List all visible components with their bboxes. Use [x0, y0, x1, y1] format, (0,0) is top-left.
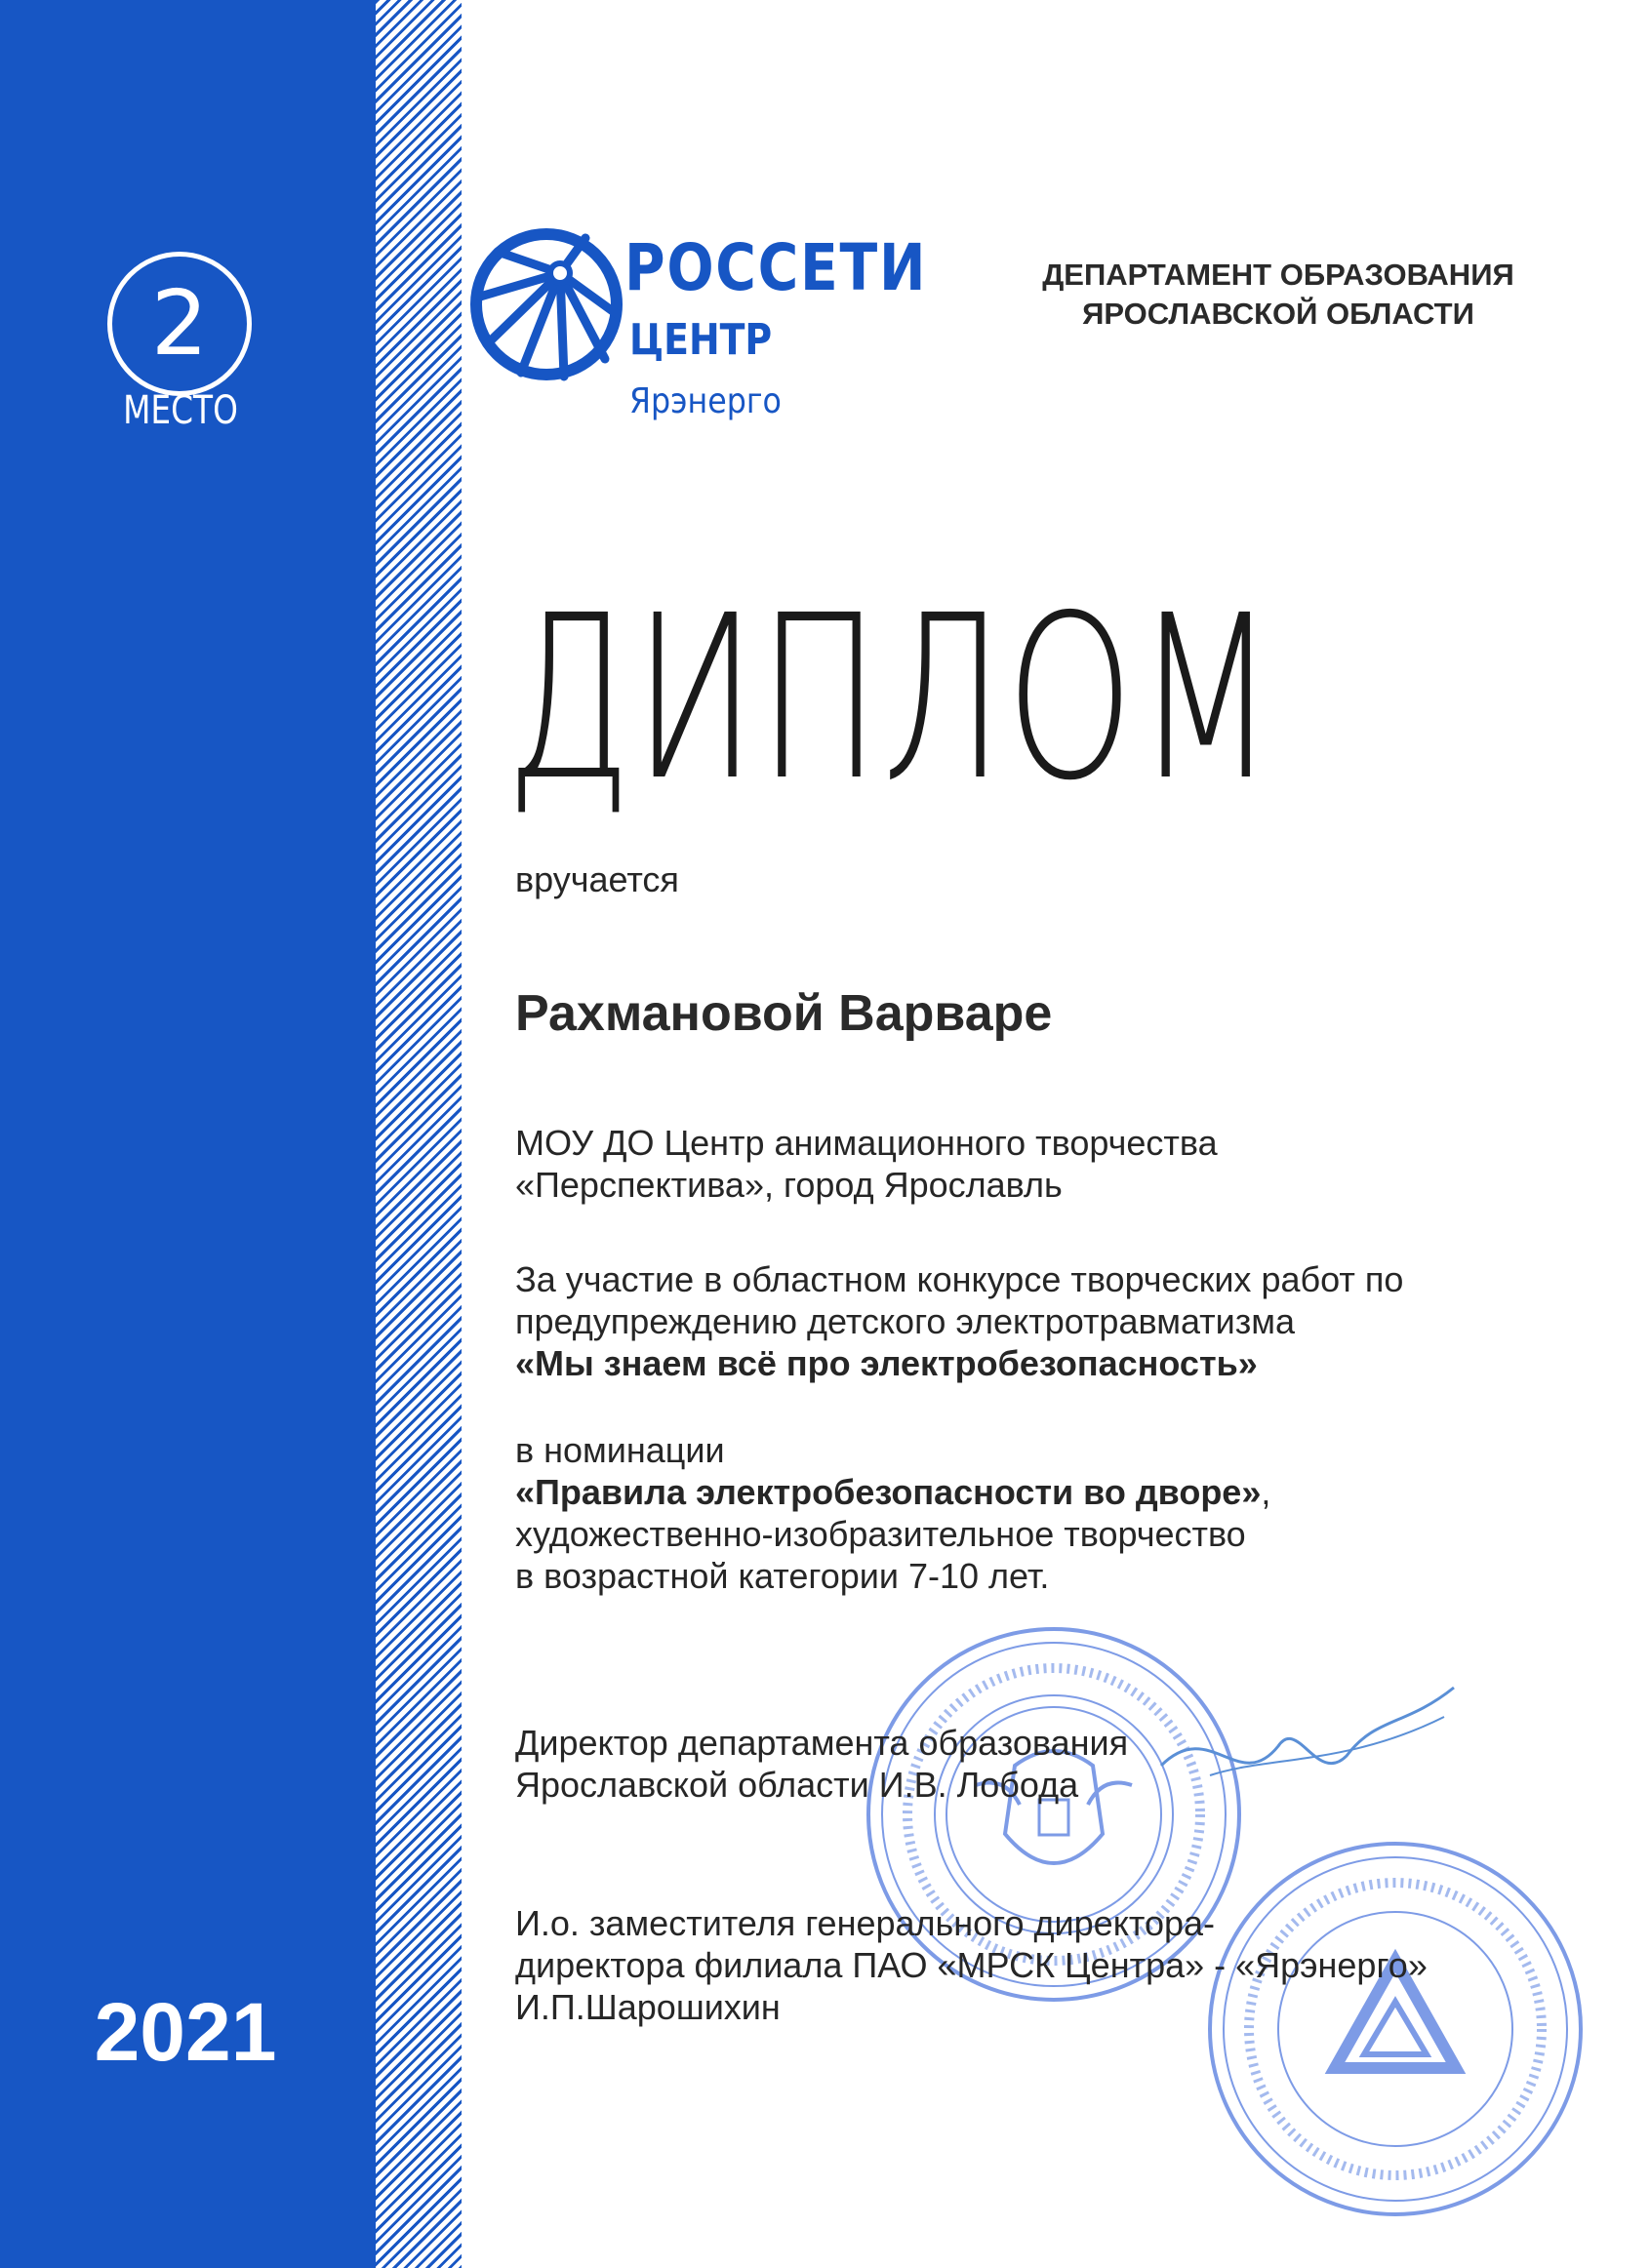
nomination-block: [515, 1429, 1270, 1597]
striped-border: [376, 0, 462, 2268]
logo-subtitle: ЦЕНТР: [629, 315, 773, 365]
nomination-suffix: ,: [1261, 1472, 1271, 1512]
nomination-line: художественно-изобразительное творчество: [515, 1514, 1246, 1554]
signatory-line: Ярославской области И.В. Лобода: [515, 1765, 1079, 1805]
department-line: ЯРОСЛАВСКОЙ ОБЛАСТИ: [1082, 297, 1474, 331]
signatory-2: [515, 1902, 1428, 2028]
institution-line: МОУ ДО Центр анимационного творчества: [515, 1123, 1218, 1163]
place-number-badge: [107, 252, 252, 396]
place-label: МЕСТО: [123, 388, 238, 433]
signatory-line: И.П.Шарошихин: [515, 1987, 781, 2027]
signatory-line: директора филиала ПАО «МРСК Центра» - «Ярэнерго»: [515, 1945, 1428, 1985]
document-title: ДИПЛОМ: [505, 567, 1278, 830]
department-header: [1005, 256, 1551, 334]
awarded-label: вручается: [515, 859, 679, 899]
contest-block: [515, 1258, 1403, 1384]
signature-icon: [1151, 1658, 1464, 1814]
institution-line: «Перспектива», город Ярославль: [515, 1165, 1063, 1205]
nomination-name: «Правила электробезопасности во дворе»: [515, 1472, 1262, 1512]
institution-block: [515, 1122, 1218, 1206]
department-line: ДЕПАРТАМЕНТ ОБРАЗОВАНИЯ: [1042, 258, 1514, 292]
signatory-1: [515, 1722, 1128, 1806]
contest-line: предупреждению детского электротравматизма: [515, 1301, 1296, 1341]
signatory-line: И.о. заместителя генерального директора-: [515, 1903, 1215, 1943]
nomination-line: в номинации: [515, 1430, 725, 1470]
company-seal-icon: [1200, 1834, 1590, 2224]
nomination-line: в возрастной категории 7-10 лет.: [515, 1556, 1050, 1596]
signatory-line: Директор департамента образования: [515, 1723, 1129, 1763]
contest-line: За участие в областном конкурсе творческих работ по: [515, 1259, 1404, 1299]
place-number: 2: [150, 271, 209, 376]
rosseti-logo-icon: [459, 217, 634, 392]
logo-title: РОССЕТИ: [624, 230, 928, 305]
year-label: 2021: [94, 1986, 277, 2078]
logo-branch: Ярэнерго: [629, 381, 782, 421]
recipient-name: Рахмановой Варваре: [515, 985, 1053, 1042]
contest-name: «Мы знаем всё про электробезопасность»: [515, 1343, 1258, 1383]
